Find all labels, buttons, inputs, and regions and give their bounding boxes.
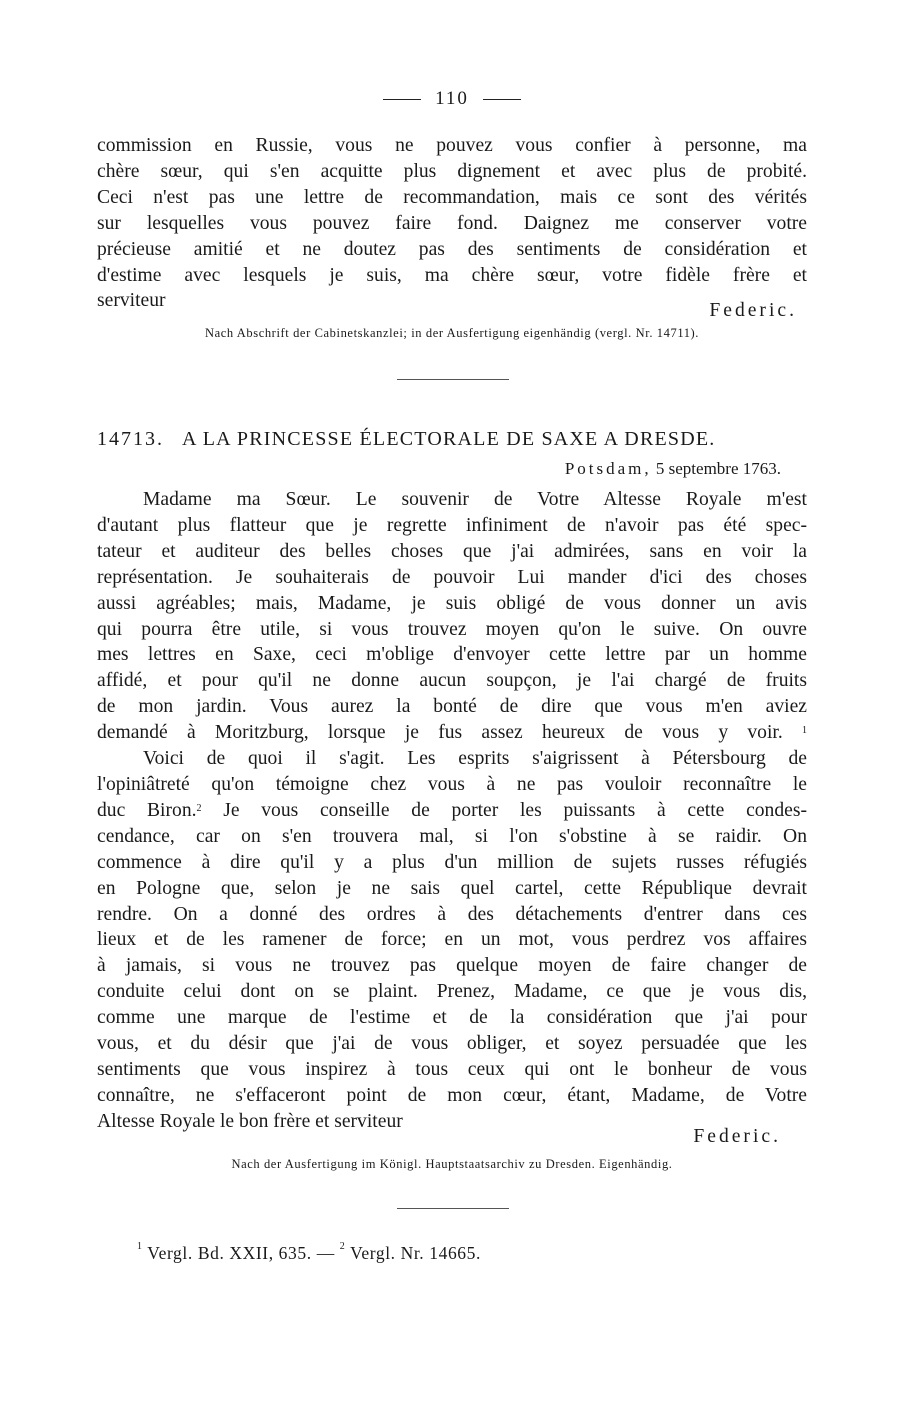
section-divider bbox=[397, 379, 509, 380]
text-line: serviteur bbox=[97, 290, 166, 312]
paragraph-continuation bbox=[97, 133, 807, 314]
text-line: commission en Russie, vous ne pouvez vous confier à personne, ma bbox=[97, 135, 807, 156]
footnote-divider bbox=[397, 1208, 509, 1209]
footnote-text: Vergl. Bd. XXII, 635. bbox=[147, 1243, 312, 1263]
text-line-with-ref bbox=[97, 720, 807, 746]
text-line-with-ref bbox=[97, 798, 807, 824]
text-line: précieuse amitié et ne doutez pas des sentiments de considération et bbox=[97, 238, 807, 260]
footnote-ref: 1 bbox=[802, 725, 807, 737]
source-note: Nach Abschrift der Cabinetskanzlei; in der Ausfertigung eigenhändig (vergl. Nr. 14711). bbox=[204, 326, 700, 340]
text-line: de mon jardin. Vous aurez la bonté de dire que vous m'en aviez bbox=[97, 696, 807, 718]
header-rule-left bbox=[383, 99, 421, 100]
source-note: Nach der Ausfertigung im Königl. Hauptstaatsarchiv zu Dresden. Eigenhändig. bbox=[231, 1157, 673, 1171]
text-line: affidé, et pour qu'il ne donne aucun soupçon, je l'ai chargé de fruits bbox=[97, 670, 807, 692]
text-fragment: duc Biron. bbox=[97, 799, 197, 821]
text-line: aussi agréables; mais, Madame, je suis obligé de vous donner un avis bbox=[97, 592, 807, 614]
text-line: Altesse Royale le bon frère et serviteur bbox=[97, 1110, 403, 1132]
signature: Federic. bbox=[709, 300, 797, 321]
page-number: 110 bbox=[435, 88, 469, 109]
footnote-marker: 2 bbox=[339, 1241, 346, 1252]
text-line: Madame ma Sœur. Le souvenir de Votre Altesse Royale m'est bbox=[143, 489, 807, 510]
text-line: en Pologne que, selon je ne sais quel cartel, cette République devrait bbox=[97, 877, 807, 899]
text-line: comme une marque de l'estime et de la considération que j'ai pour bbox=[97, 1007, 807, 1029]
text-line: d'autant plus flatteur que je regrette infiniment de n'avoir pas été spec- bbox=[97, 514, 807, 536]
text-line: lieux et de les ramener de force; en un mot, vous perdrez vos affaires bbox=[97, 929, 807, 951]
text-line: sur lesquelles vous pouvez faire fond. Daignez me conserver votre bbox=[97, 212, 807, 234]
text-line: représentation. Je souhaiterais de pouvoir Lui mander d'ici des choses bbox=[97, 566, 807, 588]
letter-body bbox=[97, 487, 807, 1135]
header-rule-right bbox=[483, 99, 521, 100]
text-line: cendance, car on s'en trouvera mal, si l'on s'obstine à se raidir. On bbox=[97, 825, 807, 847]
text-line: chère sœur, qui s'en acquitte plus dignement et avec plus de probité. bbox=[97, 160, 807, 182]
text-line: commence à dire qu'il y a plus d'un million de sujets russes réfugiés bbox=[97, 851, 807, 873]
footnotes bbox=[137, 1243, 481, 1264]
text-line: mes lettres en Saxe, ceci m'oblige d'envoyer cette lettre par un homme bbox=[97, 644, 807, 666]
signature: Federic. bbox=[693, 1126, 781, 1147]
text-fragment: Je vous conseille de porter les puissants à cette condes- bbox=[223, 799, 807, 821]
footnote-text: Vergl. Nr. 14665. bbox=[350, 1243, 481, 1263]
letter-title: A LA PRINCESSE ÉLECTORALE DE SAXE A DRESDE. bbox=[182, 428, 716, 450]
text-line: à jamais, si vous ne trouvez pas quelque moyen de faire changer de bbox=[97, 955, 807, 977]
text-line: demandé à Moritzburg, lorsque je fus assez heureux de vous y voir. bbox=[97, 722, 783, 744]
text-line: sentiments que vous inspirez à tous ceux qui ont le bonheur de vous bbox=[97, 1058, 807, 1080]
text-line: l'opiniâtreté qu'on témoigne chez vous à ne pas vouloir reconnaître le bbox=[97, 773, 807, 795]
text-line: connaître, ne s'effaceront point de mon cœur, étant, Madame, de Votre bbox=[97, 1084, 807, 1106]
text-line: d'estime avec lesquels je suis, ma chère sœur, votre fidèle frère et bbox=[97, 264, 807, 286]
letter-heading bbox=[97, 428, 807, 451]
text-line: conduite celui dont on se plaint. Prenez, Madame, ce que je vous dis, bbox=[97, 981, 807, 1003]
letter-number: 14713. bbox=[97, 428, 164, 450]
dateline-date: 5 septembre 1763. bbox=[655, 459, 781, 478]
footnote-marker: 1 bbox=[137, 1241, 143, 1252]
dateline bbox=[565, 459, 781, 479]
text-line: rendre. On a donné des ordres à des détachements d'entrer dans ces bbox=[97, 903, 807, 925]
text-line: qui pourra être utile, si vous trouvez moyen qu'on le suive. On ouvre bbox=[97, 618, 807, 640]
page-header bbox=[97, 88, 807, 110]
text-line: Voici de quoi il s'agit. Les esprits s'aigrissent à Pétersbourg de bbox=[143, 748, 807, 770]
text-line: tateur et auditeur des belles choses que j'ai admirées, sans en voir la bbox=[97, 540, 807, 562]
dateline-place: Potsdam, bbox=[564, 459, 652, 478]
text-line: vous, et du désir que j'ai de vous obliger, et soyez persuadée que les bbox=[97, 1033, 807, 1055]
text-line: Ceci n'est pas une lettre de recommandation, mais ce sont des vérités bbox=[97, 186, 807, 208]
footnote-ref: 2 bbox=[196, 802, 202, 814]
footnote-separator: — bbox=[316, 1243, 335, 1263]
